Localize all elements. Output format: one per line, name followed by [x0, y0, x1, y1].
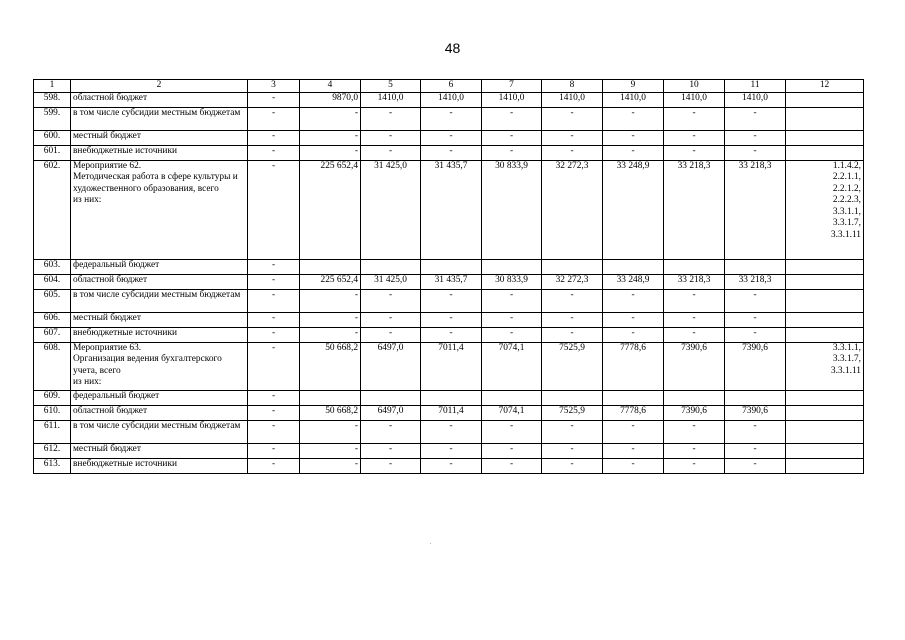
cell-col12-references [786, 443, 864, 458]
row-number-cell: 600. [34, 130, 71, 145]
cell-col3: - [248, 107, 300, 130]
row-number-cell: 610. [34, 405, 71, 420]
column-number-header: 5 [361, 80, 421, 93]
cell-col11: 33 218,3 [725, 274, 786, 289]
row-number-cell: 605. [34, 289, 71, 312]
column-number-row [34, 80, 864, 93]
cell-col11: - [725, 420, 786, 443]
cell-col3: - [248, 92, 300, 107]
cell-col7: 30 833,9 [482, 274, 542, 289]
cell-col10: - [664, 327, 725, 342]
cell-col5 [361, 259, 421, 274]
table-row [34, 420, 864, 443]
cell-col9: - [603, 458, 664, 473]
cell-col12-references: 1.1.4.2, 2.2.1.1, 2.2.1.2, 2.2.2.3, 3.3.1.1, 3.3.1.7, 3.3.1.11 [786, 160, 864, 259]
cell-col4: 225 652,4 [300, 274, 361, 289]
row-number-cell: 598. [34, 92, 71, 107]
row-name-cell: внебюджетные источники [71, 327, 248, 342]
cell-col11 [725, 390, 786, 405]
row-number-cell: 599. [34, 107, 71, 130]
cell-col11: - [725, 458, 786, 473]
cell-col10: - [664, 312, 725, 327]
cell-col3: - [248, 420, 300, 443]
row-name-cell: областной бюджет [71, 405, 248, 420]
cell-col8 [542, 259, 603, 274]
cell-col3: - [248, 390, 300, 405]
row-number-cell: 601. [34, 145, 71, 160]
cell-col4: - [300, 327, 361, 342]
cell-col5: 6497,0 [361, 342, 421, 390]
cell-col10: 7390,6 [664, 405, 725, 420]
row-name-cell: в том числе субсидии местным бюджетам [71, 289, 248, 312]
cell-col10: - [664, 443, 725, 458]
cell-col8: - [542, 443, 603, 458]
cell-col11: 7390,6 [725, 405, 786, 420]
cell-col5: - [361, 107, 421, 130]
row-name-cell: областной бюджет [71, 92, 248, 107]
cell-col4: 50 668,2 [300, 342, 361, 390]
cell-col5: 31 425,0 [361, 274, 421, 289]
cell-col4: 9870,0 [300, 92, 361, 107]
cell-col6: 7011,4 [421, 405, 482, 420]
cell-col5: - [361, 312, 421, 327]
row-name-cell: местный бюджет [71, 312, 248, 327]
row-name-cell: областной бюджет [71, 274, 248, 289]
cell-col6: - [421, 458, 482, 473]
cell-col6 [421, 390, 482, 405]
cell-col6: - [421, 289, 482, 312]
cell-col4: 50 668,2 [300, 405, 361, 420]
cell-col7: 7074,1 [482, 342, 542, 390]
cell-col7: - [482, 327, 542, 342]
cell-col7: - [482, 107, 542, 130]
row-number-cell: 603. [34, 259, 71, 274]
cell-col6: - [421, 107, 482, 130]
cell-col4: - [300, 145, 361, 160]
cell-col12-references [786, 92, 864, 107]
cell-col7: - [482, 443, 542, 458]
cell-col4: - [300, 107, 361, 130]
column-number-header: 8 [542, 80, 603, 93]
row-number-cell: 608. [34, 342, 71, 390]
cell-col9: - [603, 443, 664, 458]
cell-col8: 7525,9 [542, 405, 603, 420]
column-number-header: 2 [71, 80, 248, 93]
cell-col11: - [725, 107, 786, 130]
cell-col5: - [361, 420, 421, 443]
cell-col12-references [786, 420, 864, 443]
row-name-cell: местный бюджет [71, 443, 248, 458]
cell-col8 [542, 390, 603, 405]
column-number-header: 6 [421, 80, 482, 93]
cell-col12-references [786, 390, 864, 405]
cell-col6: 1410,0 [421, 92, 482, 107]
cell-col3: - [248, 274, 300, 289]
cell-col10: - [664, 130, 725, 145]
row-number-cell: 612. [34, 443, 71, 458]
cell-col9: 33 248,9 [603, 274, 664, 289]
cell-col3: - [248, 405, 300, 420]
row-number-cell: 604. [34, 274, 71, 289]
cell-col8: - [542, 420, 603, 443]
table-row [34, 458, 864, 473]
cell-col7: 1410,0 [482, 92, 542, 107]
cell-col10: 7390,6 [664, 342, 725, 390]
cell-col12-references [786, 458, 864, 473]
cell-col6: - [421, 312, 482, 327]
cell-col9: - [603, 289, 664, 312]
cell-col4: - [300, 420, 361, 443]
table-row [34, 274, 864, 289]
cell-col8: - [542, 312, 603, 327]
cell-col5: - [361, 145, 421, 160]
cell-col5 [361, 390, 421, 405]
cell-col4 [300, 390, 361, 405]
cell-col6: - [421, 130, 482, 145]
page-number: 48 [444, 40, 461, 56]
cell-col10: 33 218,3 [664, 160, 725, 259]
cell-col9: - [603, 130, 664, 145]
cell-col8: - [542, 289, 603, 312]
cell-col6: 7011,4 [421, 342, 482, 390]
cell-col7: - [482, 130, 542, 145]
row-name-cell: в том числе субсидии местным бюджетам [71, 107, 248, 130]
table-row [34, 289, 864, 312]
cell-col8: 7525,9 [542, 342, 603, 390]
cell-col10 [664, 390, 725, 405]
table-row [34, 405, 864, 420]
cell-col6: 31 435,7 [421, 160, 482, 259]
cell-col7: - [482, 458, 542, 473]
cell-col10: - [664, 420, 725, 443]
table-row [34, 443, 864, 458]
cell-col12-references [786, 405, 864, 420]
cell-col8: - [542, 458, 603, 473]
cell-col11: - [725, 289, 786, 312]
cell-col12-references [786, 312, 864, 327]
cell-col12-references [786, 259, 864, 274]
cell-col9: 7778,6 [603, 405, 664, 420]
cell-col7: - [482, 420, 542, 443]
cell-col7 [482, 259, 542, 274]
cell-col5: - [361, 327, 421, 342]
cell-col3: - [248, 342, 300, 390]
column-number-header: 11 [725, 80, 786, 93]
cell-col7: - [482, 289, 542, 312]
cell-col11: - [725, 443, 786, 458]
budget-table [33, 79, 864, 474]
cell-col11: - [725, 312, 786, 327]
cell-col11: 1410,0 [725, 92, 786, 107]
cell-col3: - [248, 443, 300, 458]
cell-col12-references [786, 130, 864, 145]
table-row [34, 342, 864, 390]
cell-col5: 31 425,0 [361, 160, 421, 259]
row-name-cell: Мероприятие 62. Методическая работа в сфере культуры и художественного образования, всего из них: [71, 160, 248, 259]
cell-col12-references [786, 327, 864, 342]
cell-col3: - [248, 312, 300, 327]
row-number-cell: 606. [34, 312, 71, 327]
cell-col5: 1410,0 [361, 92, 421, 107]
row-name-cell: в том числе субсидии местным бюджетам [71, 420, 248, 443]
cell-col10: - [664, 107, 725, 130]
cell-col10: - [664, 458, 725, 473]
cell-col5: - [361, 458, 421, 473]
column-number-header: 4 [300, 80, 361, 93]
cell-col8: 32 272,3 [542, 160, 603, 259]
cell-col4: - [300, 312, 361, 327]
cell-col5: - [361, 130, 421, 145]
cell-col4: 225 652,4 [300, 160, 361, 259]
cell-col5: - [361, 289, 421, 312]
column-number-header: 7 [482, 80, 542, 93]
cell-col3: - [248, 458, 300, 473]
cell-col11: - [725, 145, 786, 160]
cell-col10: - [664, 145, 725, 160]
cell-col7: 30 833,9 [482, 160, 542, 259]
cell-col9 [603, 259, 664, 274]
cell-col12-references: 3.3.1.1, 3.3.1.7, 3.3.1.11 [786, 342, 864, 390]
cell-col11: - [725, 327, 786, 342]
cell-col4 [300, 259, 361, 274]
cell-col6 [421, 259, 482, 274]
cell-col10: - [664, 289, 725, 312]
cell-col4: - [300, 130, 361, 145]
cell-col10: 1410,0 [664, 92, 725, 107]
table-row [34, 390, 864, 405]
cell-col4: - [300, 289, 361, 312]
cell-col4: - [300, 458, 361, 473]
cell-col3: - [248, 289, 300, 312]
row-number-cell: 609. [34, 390, 71, 405]
cell-col9: 33 248,9 [603, 160, 664, 259]
row-name-cell: внебюджетные источники [71, 145, 248, 160]
cell-col9: - [603, 145, 664, 160]
cell-col8: 1410,0 [542, 92, 603, 107]
row-name-cell: федеральный бюджет [71, 390, 248, 405]
cell-col8: - [542, 130, 603, 145]
cell-col5: 6497,0 [361, 405, 421, 420]
cell-col9 [603, 390, 664, 405]
table-row [34, 107, 864, 130]
cell-col8: - [542, 327, 603, 342]
cell-col10 [664, 259, 725, 274]
table-row [34, 130, 864, 145]
cell-col11: 33 218,3 [725, 160, 786, 259]
cell-col10: 33 218,3 [664, 274, 725, 289]
cell-col3: - [248, 160, 300, 259]
cell-col9: - [603, 107, 664, 130]
row-name-cell: федеральный бюджет [71, 259, 248, 274]
column-number-header: 1 [34, 80, 71, 93]
cell-col12-references [786, 274, 864, 289]
cell-col7: 7074,1 [482, 405, 542, 420]
cell-col6: - [421, 145, 482, 160]
row-number-cell: 602. [34, 160, 71, 259]
row-number-cell: 607. [34, 327, 71, 342]
cell-col11: - [725, 130, 786, 145]
table-row [34, 145, 864, 160]
cell-col9: 1410,0 [603, 92, 664, 107]
cell-col6: - [421, 443, 482, 458]
cell-col7: - [482, 312, 542, 327]
cell-col9: - [603, 327, 664, 342]
table-row [34, 312, 864, 327]
cell-col5: - [361, 443, 421, 458]
column-number-header: 10 [664, 80, 725, 93]
cell-col7: - [482, 145, 542, 160]
cell-col12-references [786, 289, 864, 312]
cell-col3: - [248, 259, 300, 274]
cell-col11: 7390,6 [725, 342, 786, 390]
row-name-cell: Мероприятие 63. Организация ведения бухгалтерского учета, всего из них: [71, 342, 248, 390]
scan-speck [430, 543, 431, 544]
column-number-header: 12 [786, 80, 864, 93]
cell-col12-references [786, 145, 864, 160]
table-row [34, 160, 864, 259]
cell-col9: - [603, 312, 664, 327]
cell-col3: - [248, 145, 300, 160]
cell-col4: - [300, 443, 361, 458]
row-name-cell: внебюджетные источники [71, 458, 248, 473]
cell-col6: 31 435,7 [421, 274, 482, 289]
table-row [34, 259, 864, 274]
table-row [34, 327, 864, 342]
cell-col12-references [786, 107, 864, 130]
row-number-cell: 611. [34, 420, 71, 443]
cell-col9: - [603, 420, 664, 443]
cell-col3: - [248, 327, 300, 342]
column-number-header: 9 [603, 80, 664, 93]
cell-col8: 32 272,3 [542, 274, 603, 289]
cell-col3: - [248, 130, 300, 145]
row-number-cell: 613. [34, 458, 71, 473]
cell-col6: - [421, 420, 482, 443]
cell-col11 [725, 259, 786, 274]
cell-col8: - [542, 145, 603, 160]
column-number-header: 3 [248, 80, 300, 93]
cell-col8: - [542, 107, 603, 130]
row-name-cell: местный бюджет [71, 130, 248, 145]
cell-col6: - [421, 327, 482, 342]
cell-col9: 7778,6 [603, 342, 664, 390]
cell-col7 [482, 390, 542, 405]
table-row [34, 92, 864, 107]
